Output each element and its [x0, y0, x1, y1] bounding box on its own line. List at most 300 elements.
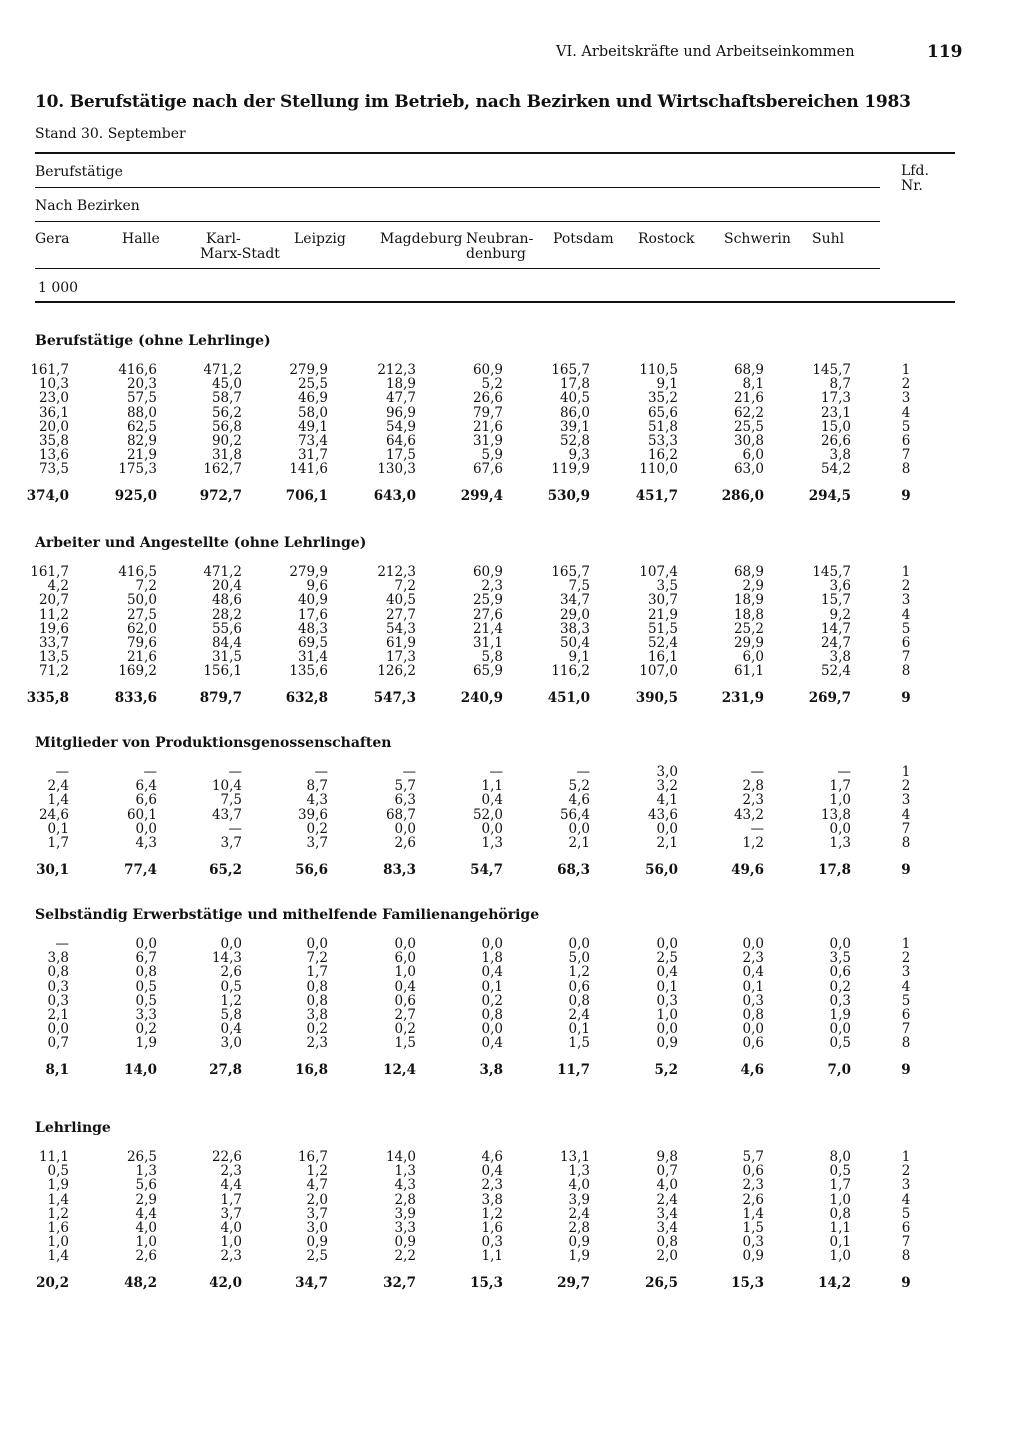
table-cell: 2,3: [742, 792, 764, 809]
table-total-row: [0, 1063, 1024, 1077]
table-cell: 2,0: [656, 1248, 678, 1265]
table-cell: 9,3: [568, 447, 590, 464]
table-cell: 31,5: [211, 649, 242, 666]
table-cell: 54,3: [385, 620, 416, 637]
table-cell: 33,7: [38, 635, 69, 651]
table-cell: 20,2: [36, 1275, 69, 1292]
lfd-nr-cell: 8: [901, 663, 911, 680]
lfd-nr-cell: 9: [901, 488, 911, 505]
table-cell: 0,6: [394, 992, 416, 1009]
table-cell: 14,2: [818, 1275, 851, 1292]
table-cell: 42,0: [209, 1275, 242, 1292]
table-cell: 269,7: [808, 690, 851, 707]
table-cell: 240,9: [460, 690, 503, 707]
table-cell: 15,0: [820, 418, 851, 435]
table-cell: 0,0: [742, 936, 764, 952]
lfd-nr-cell: 4: [901, 1191, 911, 1208]
table-cell: 0,2: [306, 820, 328, 837]
table-cell: 16,1: [647, 649, 678, 666]
table-cell: 3,7: [306, 835, 328, 851]
table-cell: 116,2: [551, 663, 590, 680]
table-cell: 4,6: [568, 792, 590, 809]
table-cell: 0,1: [829, 1234, 851, 1251]
table-cell: 3,8: [481, 1191, 503, 1208]
table-row: [0, 462, 1024, 476]
table-cell: 52,8: [559, 433, 590, 449]
table-cell: 1,0: [135, 1234, 157, 1251]
lfd-nr-cell: 1: [901, 564, 911, 580]
table-cell: 3,6: [829, 578, 851, 595]
table-cell: 0,8: [656, 1234, 678, 1251]
table-cell: 50,4: [559, 635, 590, 651]
table-cell: 8,7: [829, 376, 851, 393]
table-cell: 0,8: [742, 1007, 764, 1023]
column-header-line1: Magdeburg: [380, 231, 463, 247]
table-row: [0, 664, 1024, 678]
table-cell: 390,5: [635, 690, 678, 707]
column-header: [35, 232, 70, 247]
table-cell: 71,2: [38, 663, 69, 680]
table-cell: 0,4: [394, 978, 416, 995]
table-cell: 48,2: [124, 1275, 157, 1292]
table-cell: 36,1: [38, 404, 69, 421]
table-cell: 21,9: [126, 447, 157, 464]
table-cell: 547,3: [373, 690, 416, 707]
table-cell: 27,6: [472, 606, 503, 623]
table-cell: 31,9: [472, 433, 503, 449]
table-cell: 0,2: [481, 992, 503, 1009]
table-row: [0, 579, 1024, 593]
table-cell: 34,7: [295, 1275, 328, 1292]
table-cell: 39,6: [297, 806, 328, 823]
lfd-nr-cell: 9: [901, 862, 911, 878]
table-cell: 0,1: [47, 820, 69, 837]
table-cell: 49,6: [731, 862, 764, 878]
table-cell: 833,6: [114, 690, 157, 707]
table-row: [0, 650, 1024, 664]
table-cell: 1,2: [742, 835, 764, 851]
table-cell: 68,7: [385, 806, 416, 823]
column-header-line1: Schwerin: [724, 231, 791, 247]
table-cell: 65,6: [647, 404, 678, 421]
table-cell: 279,9: [289, 362, 328, 378]
table-cell: 1,6: [47, 1220, 69, 1236]
column-header-line1: Leipzig: [294, 231, 346, 247]
table-title: 10. Berufstätige nach der Stellung im Betrieb, nach Bezirken und Wirtschaftsbereichen 1983: [35, 92, 911, 112]
table-cell: 0,0: [394, 936, 416, 952]
table-cell: 471,2: [203, 362, 242, 378]
table-cell: 0,6: [742, 1163, 764, 1180]
table-row: [0, 448, 1024, 462]
table-cell: 17,3: [385, 649, 416, 666]
table-cell: 1,0: [656, 1007, 678, 1023]
table-row: [0, 1235, 1024, 1249]
table-row: [0, 1022, 1024, 1036]
table-row: [0, 636, 1024, 650]
table-cell: —: [228, 820, 242, 837]
table-cell: 1,7: [829, 1177, 851, 1194]
column-header: [812, 232, 844, 247]
table-cell: 145,7: [812, 564, 851, 580]
table-cell: 0,3: [829, 992, 851, 1009]
table-cell: 2,3: [220, 1248, 242, 1265]
lfd-nr-cell: 1: [901, 936, 911, 952]
table-cell: 56,0: [645, 862, 678, 878]
table-cell: 67,6: [472, 461, 503, 478]
table-row: [0, 420, 1024, 434]
table-cell: 416,6: [118, 362, 157, 378]
table-cell: 17,5: [385, 447, 416, 464]
table-row: [0, 1221, 1024, 1235]
table-cell: 0,7: [47, 1035, 69, 1052]
lfd-nr-cell: 7: [901, 820, 911, 837]
table-cell: 73,4: [297, 433, 328, 449]
table-cell: 1,9: [829, 1007, 851, 1023]
table-cell: 26,6: [472, 390, 503, 407]
column-header: [553, 232, 614, 247]
table-cell: 38,3: [559, 620, 590, 637]
table-cell: 0,6: [568, 978, 590, 995]
table-cell: 1,7: [47, 835, 69, 851]
table-cell: 212,3: [377, 564, 416, 580]
column-header: [380, 232, 463, 247]
table-cell: 18,9: [385, 376, 416, 393]
table-cell: 3,5: [829, 950, 851, 967]
table-cell: 15,3: [731, 1275, 764, 1292]
table-cell: 11,1: [38, 1149, 69, 1165]
table-cell: 2,4: [568, 1205, 590, 1222]
table-cell: 0,6: [742, 1035, 764, 1052]
table-cell: 6,7: [135, 950, 157, 967]
table-cell: 0,0: [135, 936, 157, 952]
column-header-line1: Rostock: [638, 231, 695, 247]
table-subtitle: Stand 30. September: [35, 126, 186, 142]
table-cell: 3,7: [306, 1205, 328, 1222]
table-cell: 51,8: [647, 418, 678, 435]
lfd-nr-cell: 8: [901, 1248, 911, 1265]
table-cell: 2,4: [656, 1191, 678, 1208]
lfd-nr-cell: 3: [901, 390, 911, 407]
section-title: Lehrlinge: [35, 1120, 111, 1136]
table-cell: 1,1: [829, 1220, 851, 1236]
table-cell: 73,5: [38, 461, 69, 478]
table-cell: 30,7: [647, 592, 678, 609]
table-cell: 9,6: [306, 578, 328, 595]
table-cell: 68,3: [557, 862, 590, 878]
lfd-nr-cell: 1: [901, 362, 911, 378]
table-cell: 27,7: [385, 606, 416, 623]
table-row: [0, 836, 1024, 850]
table-cell: 165,7: [551, 564, 590, 580]
lfd-nr-cell: 7: [901, 1021, 911, 1038]
header-bottom-rule: [35, 301, 955, 303]
table-cell: 20,0: [38, 418, 69, 435]
table-cell: 56,4: [559, 806, 590, 823]
header-lfd: Lfd.: [901, 163, 929, 179]
table-cell: 0,1: [656, 978, 678, 995]
table-cell: 0,8: [47, 964, 69, 981]
table-row: [0, 406, 1024, 420]
table-cell: 5,7: [394, 778, 416, 795]
table-cell: 0,9: [568, 1234, 590, 1251]
table-cell: 25,5: [297, 376, 328, 393]
table-cell: 1,7: [306, 964, 328, 981]
table-cell: 0,4: [481, 1163, 503, 1180]
table-cell: 0,0: [135, 820, 157, 837]
table-cell: 23,0: [38, 390, 69, 407]
table-cell: 2,3: [742, 1177, 764, 1194]
table-cell: 0,0: [568, 820, 590, 837]
table-cell: 162,7: [203, 461, 242, 478]
table-cell: 2,1: [656, 835, 678, 851]
table-cell: 9,1: [656, 376, 678, 393]
table-cell: 53,3: [647, 433, 678, 449]
table-cell: 0,0: [481, 820, 503, 837]
table-cell: 0,2: [394, 1021, 416, 1038]
table-row: [0, 363, 1024, 377]
table-cell: 65,9: [472, 663, 503, 680]
table-cell: 0,7: [656, 1163, 678, 1180]
table-cell: 7,0: [827, 1062, 851, 1079]
table-cell: 60,1: [126, 806, 157, 823]
table-cell: 6,3: [394, 792, 416, 809]
table-cell: 0,9: [656, 1035, 678, 1052]
table-cell: 25,2: [733, 620, 764, 637]
table-cell: 3,4: [656, 1220, 678, 1236]
column-header-line1: Gera: [35, 231, 70, 247]
table-cell: 69,5: [297, 635, 328, 651]
table-cell: 6,4: [135, 778, 157, 795]
table-cell: 0,0: [742, 1021, 764, 1038]
table-cell: 4,0: [656, 1177, 678, 1194]
table-cell: 0,5: [47, 1163, 69, 1180]
table-cell: 0,0: [394, 820, 416, 837]
table-cell: 16,2: [647, 447, 678, 464]
table-cell: 3,5: [656, 578, 678, 595]
lfd-nr-cell: 4: [901, 404, 911, 421]
table-cell: 55,6: [211, 620, 242, 637]
lfd-nr-cell: 7: [901, 649, 911, 666]
table-cell: 0,9: [306, 1234, 328, 1251]
column-header-line1: Neubran-: [466, 231, 534, 247]
column-header-line2: Marx-Stadt: [200, 246, 280, 262]
table-row: [0, 765, 1024, 779]
table-cell: 2,3: [742, 950, 764, 967]
table-cell: 1,0: [829, 792, 851, 809]
table-row: [0, 1249, 1024, 1263]
table-total-row: [0, 863, 1024, 877]
table-cell: 0,1: [568, 1021, 590, 1038]
table-cell: 79,7: [472, 404, 503, 421]
column-header: [122, 232, 160, 247]
table-cell: 68,9: [733, 362, 764, 378]
table-cell: 27,5: [126, 606, 157, 623]
table-cell: 1,9: [47, 1177, 69, 1194]
table-cell: 86,0: [559, 404, 590, 421]
table-cell: 451,7: [635, 488, 678, 505]
table-cell: 19,6: [38, 620, 69, 637]
table-cell: 8,7: [306, 778, 328, 795]
table-cell: 1,1: [481, 1248, 503, 1265]
table-cell: 0,0: [568, 936, 590, 952]
table-cell: 5,0: [568, 950, 590, 967]
table-cell: 0,0: [481, 936, 503, 952]
table-cell: 2,3: [306, 1035, 328, 1052]
table-cell: 2,8: [568, 1220, 590, 1236]
table-cell: 2,3: [220, 1163, 242, 1180]
table-cell: —: [837, 764, 851, 780]
table-cell: 54,7: [470, 862, 503, 878]
table-cell: 2,6: [742, 1191, 764, 1208]
table-cell: 1,8: [481, 950, 503, 967]
table-cell: 2,8: [394, 1191, 416, 1208]
table-cell: 14,3: [211, 950, 242, 967]
table-cell: 119,9: [551, 461, 590, 478]
table-cell: 7,5: [568, 578, 590, 595]
table-cell: 7,5: [220, 792, 242, 809]
table-row: [0, 377, 1024, 391]
table-cell: 107,4: [639, 564, 678, 580]
header-rule-1: [35, 187, 880, 188]
table-cell: 0,4: [742, 964, 764, 981]
table-row: [0, 994, 1024, 1008]
table-total-row: [0, 691, 1024, 705]
table-cell: 0,0: [656, 936, 678, 952]
table-cell: 13,8: [820, 806, 851, 823]
table-cell: 45,0: [211, 376, 242, 393]
section-title: Arbeiter und Angestellte (ohne Lehrlinge): [35, 535, 367, 551]
table-cell: 145,7: [812, 362, 851, 378]
table-cell: 11,7: [557, 1062, 590, 1079]
table-cell: 2,0: [306, 1191, 328, 1208]
table-cell: 15,3: [470, 1275, 503, 1292]
table-cell: 65,2: [209, 862, 242, 878]
table-cell: 0,0: [656, 1021, 678, 1038]
table-cell: 0,5: [135, 992, 157, 1009]
table-cell: 2,3: [481, 578, 503, 595]
table-row: [0, 434, 1024, 448]
table-cell: 374,0: [26, 488, 69, 505]
table-row: [0, 565, 1024, 579]
table-cell: 31,7: [297, 447, 328, 464]
table-cell: 1,5: [742, 1220, 764, 1236]
table-row: [0, 1150, 1024, 1164]
table-cell: 0,4: [220, 1021, 242, 1038]
table-cell: 3,8: [479, 1062, 503, 1079]
table-cell: 3,7: [220, 1205, 242, 1222]
table-cell: 3,8: [306, 1007, 328, 1023]
table-cell: 0,3: [742, 1234, 764, 1251]
table-cell: 46,9: [297, 390, 328, 407]
table-row: [0, 593, 1024, 607]
table-cell: 1,1: [481, 778, 503, 795]
table-cell: 61,9: [385, 635, 416, 651]
table-cell: 471,2: [203, 564, 242, 580]
table-cell: 169,2: [118, 663, 157, 680]
table-cell: 15,7: [820, 592, 851, 609]
lfd-nr-cell: 3: [901, 964, 911, 981]
table-cell: —: [55, 764, 69, 780]
table-cell: 0,3: [47, 992, 69, 1009]
lfd-nr-cell: 6: [901, 433, 911, 449]
table-cell: 0,1: [481, 978, 503, 995]
table-cell: 21,9: [647, 606, 678, 623]
lfd-nr-cell: 4: [901, 806, 911, 823]
table-cell: 1,2: [568, 964, 590, 981]
table-cell: 64,6: [385, 433, 416, 449]
table-cell: 335,8: [26, 690, 69, 707]
table-cell: 20,7: [38, 592, 69, 609]
table-cell: 14,0: [385, 1149, 416, 1165]
table-cell: 84,4: [211, 635, 242, 651]
table-cell: 21,6: [733, 390, 764, 407]
section-title: Selbständig Erwerbstätige und mithelfende Familienangehörige: [35, 907, 540, 923]
table-cell: 294,5: [808, 488, 851, 505]
table-cell: 5,8: [220, 1007, 242, 1023]
table-cell: 0,2: [135, 1021, 157, 1038]
table-cell: 21,6: [126, 649, 157, 666]
table-cell: 212,3: [377, 362, 416, 378]
table-cell: 48,3: [297, 620, 328, 637]
table-cell: 0,1: [742, 978, 764, 995]
table-cell: 0,0: [220, 936, 242, 952]
table-cell: 60,9: [472, 362, 503, 378]
table-cell: 9,2: [829, 606, 851, 623]
table-row: [0, 951, 1024, 965]
table-cell: 17,3: [820, 390, 851, 407]
table-cell: 2,6: [220, 964, 242, 981]
table-cell: 4,1: [656, 792, 678, 809]
table-cell: 40,5: [385, 592, 416, 609]
table-cell: 52,4: [647, 635, 678, 651]
table-cell: 22,6: [211, 1149, 242, 1165]
table-cell: 0,2: [306, 1021, 328, 1038]
table-cell: 110,5: [639, 362, 678, 378]
table-cell: 2,6: [135, 1248, 157, 1265]
table-cell: 925,0: [114, 488, 157, 505]
page-number: 119: [927, 42, 963, 62]
table-cell: 7,2: [135, 578, 157, 595]
table-cell: 6,0: [394, 950, 416, 967]
lfd-nr-cell: 1: [901, 1149, 911, 1165]
lfd-nr-cell: 5: [901, 620, 911, 637]
table-cell: 17,8: [818, 862, 851, 878]
column-header: [294, 232, 346, 247]
column-header: [200, 231, 280, 262]
lfd-nr-cell: 6: [901, 1007, 911, 1023]
table-cell: 8,1: [45, 1062, 69, 1079]
table-cell: 3,0: [306, 1220, 328, 1236]
table-cell: 54,2: [820, 461, 851, 478]
table-cell: 16,7: [297, 1149, 328, 1165]
section-title: Berufstätige (ohne Lehrlinge): [35, 333, 271, 349]
table-cell: 279,9: [289, 564, 328, 580]
table-cell: 1,9: [135, 1035, 157, 1052]
table-row: [0, 808, 1024, 822]
table-cell: 1,2: [220, 992, 242, 1009]
table-cell: 18,8: [733, 606, 764, 623]
table-cell: 107,0: [639, 663, 678, 680]
table-cell: 130,3: [377, 461, 416, 478]
table-cell: —: [143, 764, 157, 780]
table-cell: 2,9: [135, 1191, 157, 1208]
table-cell: 5,2: [568, 778, 590, 795]
table-cell: 0,0: [829, 820, 851, 837]
table-cell: 416,5: [118, 564, 157, 580]
lfd-nr-cell: 5: [901, 992, 911, 1009]
section-title: Mitglieder von Produktionsgenossenschaften: [35, 735, 392, 751]
table-cell: 4,3: [394, 1177, 416, 1194]
